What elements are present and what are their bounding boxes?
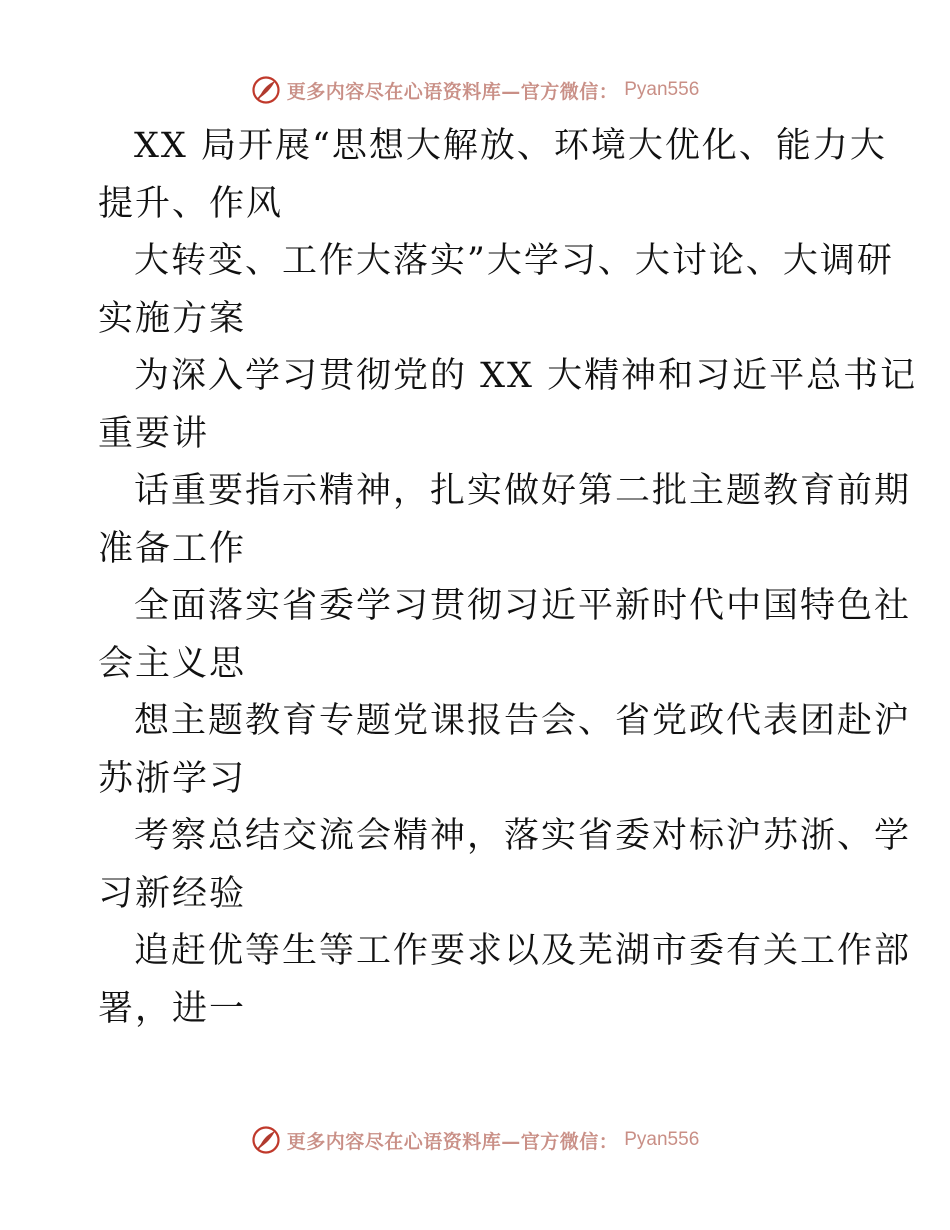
text-line-3: 大转变、工作大落实”大学习、大讨论、大调研 bbox=[134, 241, 894, 281]
quill-pen-logo-icon bbox=[251, 75, 281, 105]
document-body bbox=[98, 118, 918, 1038]
header-watermark bbox=[0, 72, 950, 108]
footer-watermark bbox=[0, 1122, 950, 1158]
text-line-1: XX 局开展“思想大解放、环境大优化、能力大 bbox=[134, 126, 887, 166]
text-line-10: 会主义思 bbox=[98, 643, 247, 684]
text-line-12: 苏浙学习 bbox=[98, 758, 247, 799]
text-line-13: 考察总结交流会精神，落实省委对标沪苏浙、学 bbox=[134, 816, 912, 856]
watermark-handle: Pyan556 bbox=[624, 1129, 700, 1150]
text-line-15: 追赶优等生等工作要求以及芜湖市委有关工作部 bbox=[134, 931, 912, 971]
text-line-7: 话重要指示精神，扎实做好第二批主题教育前期 bbox=[134, 471, 912, 511]
text-line-2: 提升、作风 bbox=[98, 183, 284, 224]
text-line-11: 想主题教育专题党课报告会、省党政代表团赴沪 bbox=[134, 701, 912, 741]
text-line-6: 重要讲 bbox=[98, 413, 210, 454]
text-line-8: 准备工作 bbox=[98, 528, 247, 569]
watermark-handle: Pyan556 bbox=[624, 79, 700, 100]
watermark-text: 更多内容尽在心语资料库—官方微信： bbox=[286, 1130, 619, 1153]
text-line-14: 习新经验 bbox=[98, 873, 247, 914]
text-line-16: 署，进一 bbox=[98, 988, 247, 1029]
text-line-4: 实施方案 bbox=[98, 298, 247, 339]
text-line-9: 全面落实省委学习贯彻习近平新时代中国特色社 bbox=[134, 586, 912, 626]
quill-pen-logo-icon bbox=[251, 1125, 281, 1155]
watermark-text: 更多内容尽在心语资料库—官方微信： bbox=[286, 80, 619, 103]
text-line-5: 为深入学习贯彻党的 XX 大精神和习近平总书记 bbox=[134, 356, 918, 396]
